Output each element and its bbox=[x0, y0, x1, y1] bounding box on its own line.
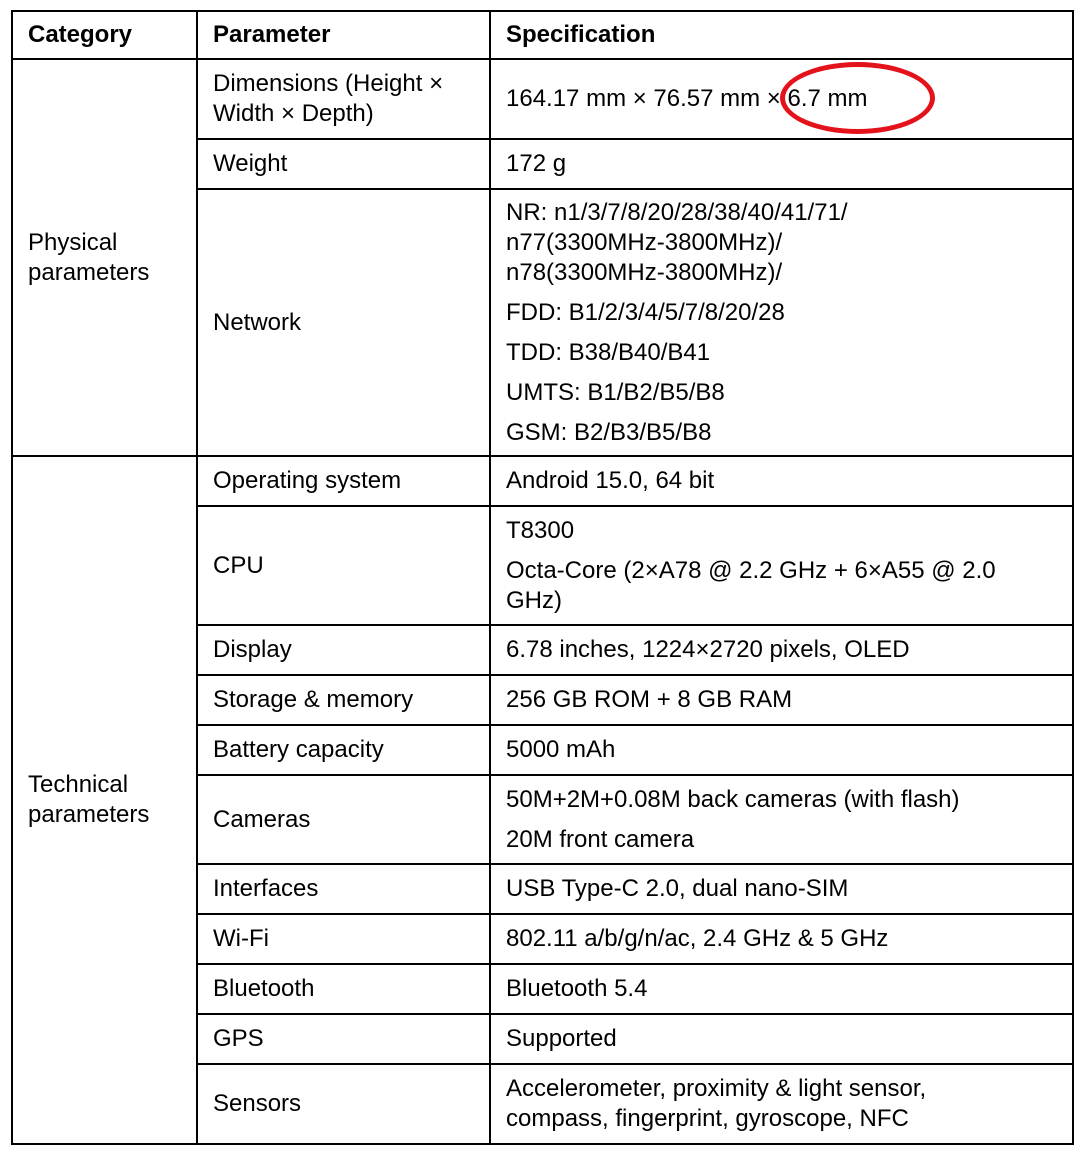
spec-value: 802.11 a/b/g/n/ac, 2.4 GHz & 5 GHz bbox=[506, 925, 889, 952]
spec-cell bbox=[490, 725, 1073, 775]
category-cell-technical bbox=[12, 456, 197, 1144]
spec-value: 5000 mAh bbox=[506, 736, 616, 763]
spec-value: GSM: B2/B3/B5/B8 bbox=[506, 418, 712, 446]
parameter-label: Operating system bbox=[213, 467, 402, 494]
spec-cell bbox=[490, 59, 1073, 139]
parameter-label: GPS bbox=[213, 1025, 264, 1052]
spec-table bbox=[11, 10, 1074, 1145]
spec-value: TDD: B38/B40/B41 bbox=[506, 338, 711, 366]
spec-value: FDD: B1/2/3/4/5/7/8/20/28 bbox=[506, 298, 785, 326]
parameter-cell bbox=[197, 139, 490, 189]
parameter-cell bbox=[197, 189, 490, 456]
spec-cell bbox=[490, 775, 1073, 864]
parameter-cell bbox=[197, 506, 490, 625]
header-row bbox=[12, 11, 1073, 59]
spec-value: 172 g bbox=[506, 150, 567, 177]
spec-cell bbox=[490, 964, 1073, 1014]
parameter-label: Dimensions (Height × bbox=[213, 70, 444, 97]
spec-cell bbox=[490, 456, 1073, 506]
spec-value: NR: n1/3/7/8/20/28/38/40/41/71/ bbox=[506, 198, 848, 226]
spec-value: 6.78 inches, 1224×2720 pixels, OLED bbox=[506, 636, 910, 663]
parameter-label: CPU bbox=[213, 551, 264, 579]
parameter-cell bbox=[197, 456, 490, 506]
parameter-cell bbox=[197, 775, 490, 864]
header-specification: Specification bbox=[490, 11, 1073, 59]
spec-cell bbox=[490, 506, 1073, 625]
parameter-label: Weight bbox=[213, 150, 288, 177]
parameter-label: Cameras bbox=[213, 805, 311, 833]
spec-value: UMTS: B1/B2/B5/B8 bbox=[506, 378, 725, 406]
spec-value: Accelerometer, proximity & light sensor, bbox=[506, 1075, 927, 1102]
parameter-label: Interfaces bbox=[213, 875, 319, 902]
parameter-label: Wi-Fi bbox=[213, 925, 269, 952]
parameter-label: Bluetooth bbox=[213, 975, 315, 1002]
table-row bbox=[12, 456, 1073, 506]
spec-cell bbox=[490, 864, 1073, 914]
spec-value: 256 GB ROM + 8 GB RAM bbox=[506, 686, 793, 713]
spec-value: 164.17 mm × 76.57 mm × 6.7 mm bbox=[506, 85, 868, 112]
spec-value: USB Type-C 2.0, dual nano-SIM bbox=[506, 875, 849, 902]
category-label: parameters bbox=[28, 801, 150, 828]
parameter-cell bbox=[197, 59, 490, 139]
parameter-cell bbox=[197, 725, 490, 775]
spec-cell bbox=[490, 914, 1073, 964]
spec-cell bbox=[490, 139, 1073, 189]
parameter-cell bbox=[197, 914, 490, 964]
spec-value: compass, fingerprint, gyroscope, NFC bbox=[506, 1105, 909, 1132]
spec-cell bbox=[490, 625, 1073, 675]
category-label: parameters bbox=[28, 258, 150, 286]
header-category: Category bbox=[12, 11, 197, 59]
parameter-label: Battery capacity bbox=[213, 736, 384, 763]
parameter-cell bbox=[197, 1014, 490, 1064]
spec-value: Supported bbox=[506, 1025, 617, 1052]
spec-value: n77(3300MHz-3800MHz)/ bbox=[506, 228, 783, 256]
category-cell-physical bbox=[12, 59, 197, 456]
spec-cell bbox=[490, 1014, 1073, 1064]
spec-value: Android 15.0, 64 bit bbox=[506, 467, 715, 494]
spec-cell bbox=[490, 1064, 1073, 1144]
category-label: Physical bbox=[28, 228, 118, 256]
spec-cell bbox=[490, 675, 1073, 725]
parameter-cell bbox=[197, 964, 490, 1014]
parameter-cell bbox=[197, 1064, 490, 1144]
parameter-cell bbox=[197, 625, 490, 675]
spec-value: 20M front camera bbox=[506, 825, 695, 853]
parameter-label: Sensors bbox=[213, 1090, 302, 1117]
spec-value: GHz) bbox=[506, 586, 562, 614]
header-parameter: Parameter bbox=[197, 11, 490, 59]
spec-value: 50M+2M+0.08M back cameras (with flash) bbox=[506, 785, 960, 813]
parameter-cell bbox=[197, 675, 490, 725]
spec-value: Octa-Core (2×A78 @ 2.2 GHz + 6×A55 @ 2.0 bbox=[506, 556, 996, 584]
spec-value: n78(3300MHz-3800MHz)/ bbox=[506, 258, 783, 286]
table-row bbox=[12, 59, 1073, 139]
parameter-label: Width × Depth) bbox=[213, 100, 374, 127]
category-label: Technical bbox=[28, 771, 129, 798]
parameter-label: Storage & memory bbox=[213, 686, 414, 713]
parameter-label: Display bbox=[213, 636, 292, 663]
spec-cell bbox=[490, 189, 1073, 456]
parameter-label: Network bbox=[213, 308, 302, 336]
spec-value: T8300 bbox=[506, 516, 575, 544]
parameter-cell bbox=[197, 864, 490, 914]
spec-value: Bluetooth 5.4 bbox=[506, 975, 648, 1002]
